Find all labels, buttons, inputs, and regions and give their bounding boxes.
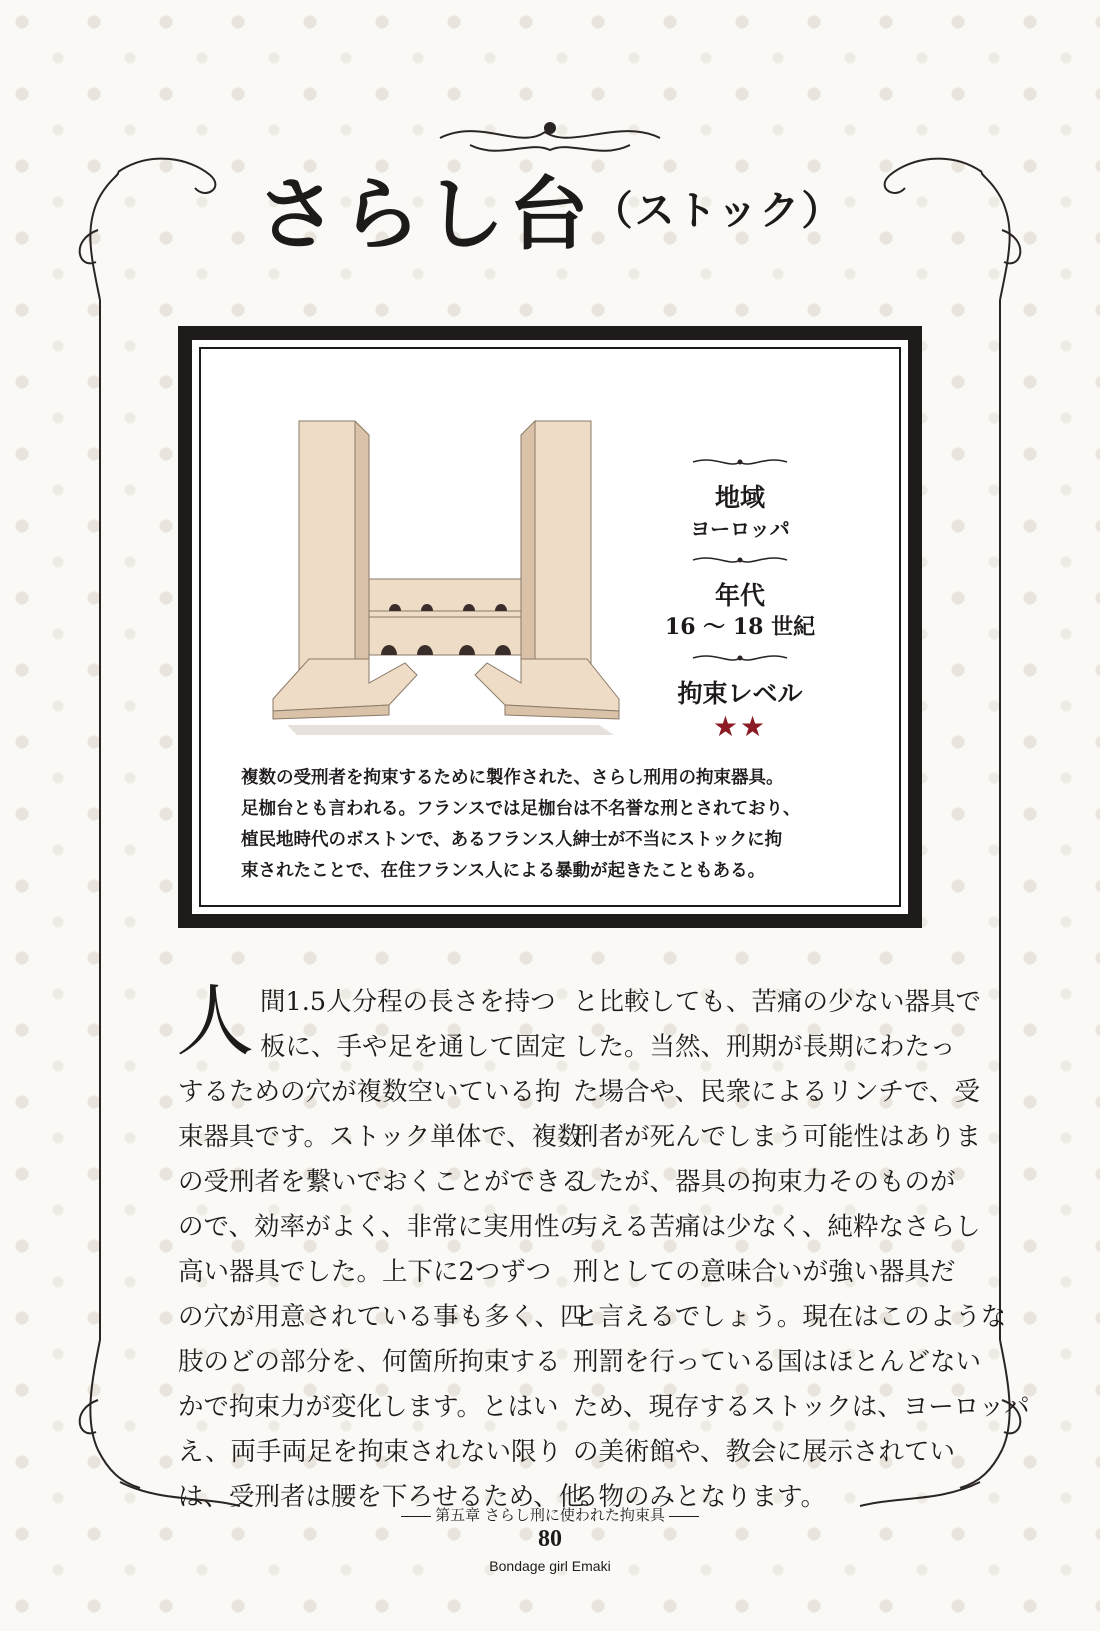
era-value: 16 ～ 18 世紀 <box>664 614 816 640</box>
body-column-right <box>573 980 1030 1520</box>
chapter-footer <box>0 1504 1100 1525</box>
info-panel <box>178 326 922 928</box>
divider-ornament <box>685 551 795 569</box>
page-number: 80 <box>538 1526 562 1552</box>
level-label: 拘束レベル <box>677 679 803 708</box>
body-line: 刑としての意味合いが強い器具だ <box>573 1257 956 1287</box>
info-column <box>645 445 835 743</box>
rule <box>669 1516 699 1517</box>
page-title <box>0 150 1100 265</box>
body-line: 与える苦痛は少なく、純粋なさらし <box>573 1212 981 1242</box>
body-line: ので、効率がよく、非常に実用性の <box>178 1212 585 1242</box>
body-line: る物のみとなります。 <box>573 1482 826 1512</box>
body-line: は、受刑者は腰を下ろせるため、他 <box>178 1482 585 1512</box>
divider-ornament <box>685 453 795 471</box>
body-line: 板に、手や足を通して固定 <box>260 1032 567 1062</box>
body-line: 間1.5人分程の長さを持つ <box>260 987 556 1017</box>
description <box>241 763 881 887</box>
body-line: したが、器具の拘束力そのものが <box>573 1167 956 1197</box>
body-line: 肢のどの部分を、何箇所拘束する <box>178 1347 561 1377</box>
rule <box>401 1516 431 1517</box>
body-line: と比較しても、苦痛の少ない器具で <box>573 987 982 1017</box>
body-line: するための穴が複数空いている拘 <box>178 1077 561 1107</box>
body-line: え、両手両足を拘束されない限り <box>178 1437 563 1467</box>
book-title: Bondage girl Emaki <box>489 1558 611 1574</box>
info-panel-inner <box>192 340 908 914</box>
description-line: 束されたことで、在住フランス人による暴動が起きたこともある。 <box>241 861 766 881</box>
body-line: と言えるでしょう。現在はこのような <box>573 1302 1007 1332</box>
drop-cap: 人 <box>176 977 255 1067</box>
description-line: 足枷台とも言われる。フランスでは足枷台は不名誉な刑とされており、 <box>241 799 801 819</box>
description-line: 複数の受刑者を拘束するために製作された、さらし刑用の拘束器具。 <box>241 768 784 788</box>
body-line: した。当然、刑期が長期にわたっ <box>573 1032 956 1062</box>
divider-ornament <box>685 649 795 667</box>
era-label: 年代 <box>714 581 765 610</box>
body-line: 刑罰を行っている国はほとんどない <box>573 1347 982 1377</box>
body-line: た場合や、民衆によるリンチで、受 <box>573 1077 980 1107</box>
body-line: 高い器具でした。上下に2つずつ <box>178 1257 552 1287</box>
title-sub: （ストック） <box>592 187 844 234</box>
body-line: の穴が用意されている事も多く、四 <box>178 1302 586 1332</box>
chapter-title: 第五章 さらし刑に使われた拘束具 <box>435 1506 665 1524</box>
body-line: 刑者が死んでしまう可能性はありま <box>573 1122 982 1152</box>
body-line: かで拘束力が変化します。とはい <box>178 1392 559 1422</box>
body-line: 束器具です。ストック単体で、複数 <box>178 1122 583 1152</box>
region-label: 地域 <box>714 483 765 512</box>
level-stars: ★★ <box>712 710 768 743</box>
stock-illustration <box>269 413 629 743</box>
region-value: ヨーロッパ <box>690 517 790 541</box>
description-line: 植民地時代のボストンで、あるフランス人紳士が不当にストックに拘 <box>241 830 783 850</box>
body-line: ため、現存するストックは、ヨーロッパ <box>573 1392 1030 1422</box>
title-main: さらし台 <box>256 167 593 261</box>
body-line: の受刑者を繋いでおくことができる <box>178 1167 587 1197</box>
body-line: の美術館や、教会に展示されてい <box>573 1437 955 1467</box>
